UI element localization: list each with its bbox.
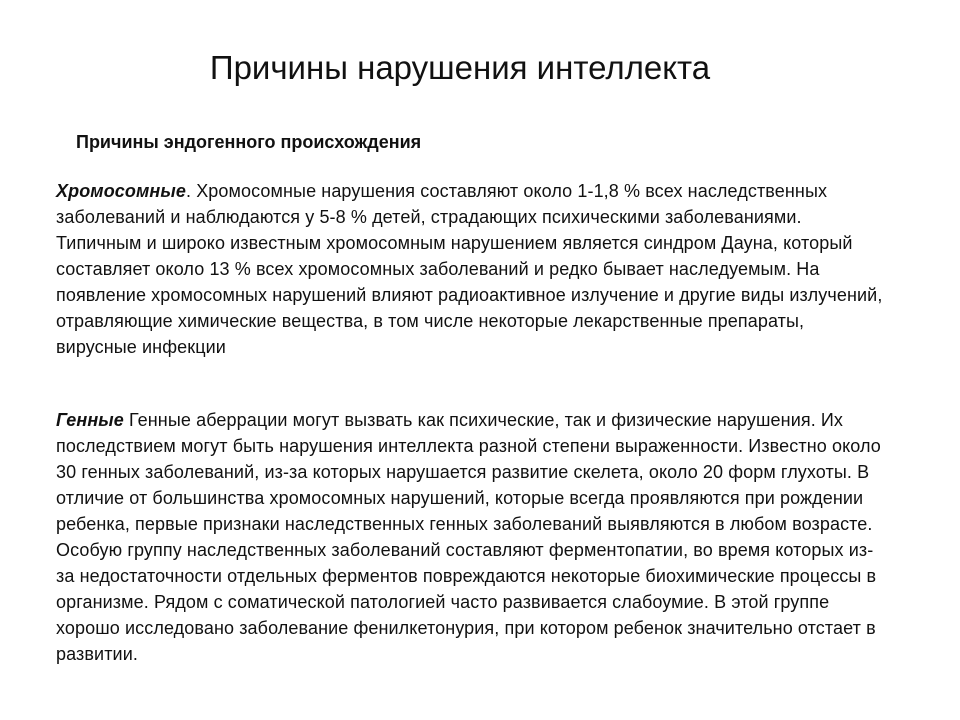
paragraph-lead-separator: . [185,181,197,201]
slide-title: Причины нарушения интеллекта [209,49,711,86]
paragraph-text-genetic: Генные аберрации могут вызвать как психические, так и физические нарушения. Их последствием могут быть нарушения интеллекта разной степени выраженности. Известно около 30 генных заболеваний, из-за которых нарушается развитие скелета, около 20 форм глухоты. В отличие от большинства хромосомных нарушений, которые всегда проявляются при рождении ребенка, первые признаки наследственных генных заболеваний выявляются в любом возрасте. Особую группу наследственных заболеваний составляют ферментопатии, во время которых из-за недостаточности отдельных ферментов повреждаются некоторые биохимические процессы в организме. Рядом с соматической патологией часто развивается слабоумие. В этой группе хорошо исследовано заболевание фенилкетонурия, при котором ребенок значительно отстает в развитии. [56,410,881,664]
paragraph-lead-chromosomal: Хромосомные [56,181,186,201]
paragraph-genetic [56,407,886,667]
paragraph-lead-genetic: Генные [56,410,124,430]
paragraph-chromosomal [56,178,886,360]
section-subheading: Причины эндогенного происхождения [76,132,422,152]
paragraph-text-chromosomal: Хромосомные нарушения составляют около 1-1,8 % всех наследственных заболеваний и наблюдаются у 5-8 % детей, страдающих психическими заболеваниями. Типичным и широко известным хромосомным нарушением является синдром Дауна, который составляет около 13 % всех хромосомных заболеваний и редко бывает наследуемым. На появление хромосомных нарушений влияют радиоактивное излучение и другие виды излучений, отравляющие химические вещества, в том числе некоторые лекарственные препараты, вирусные инфекции [56,181,883,357]
